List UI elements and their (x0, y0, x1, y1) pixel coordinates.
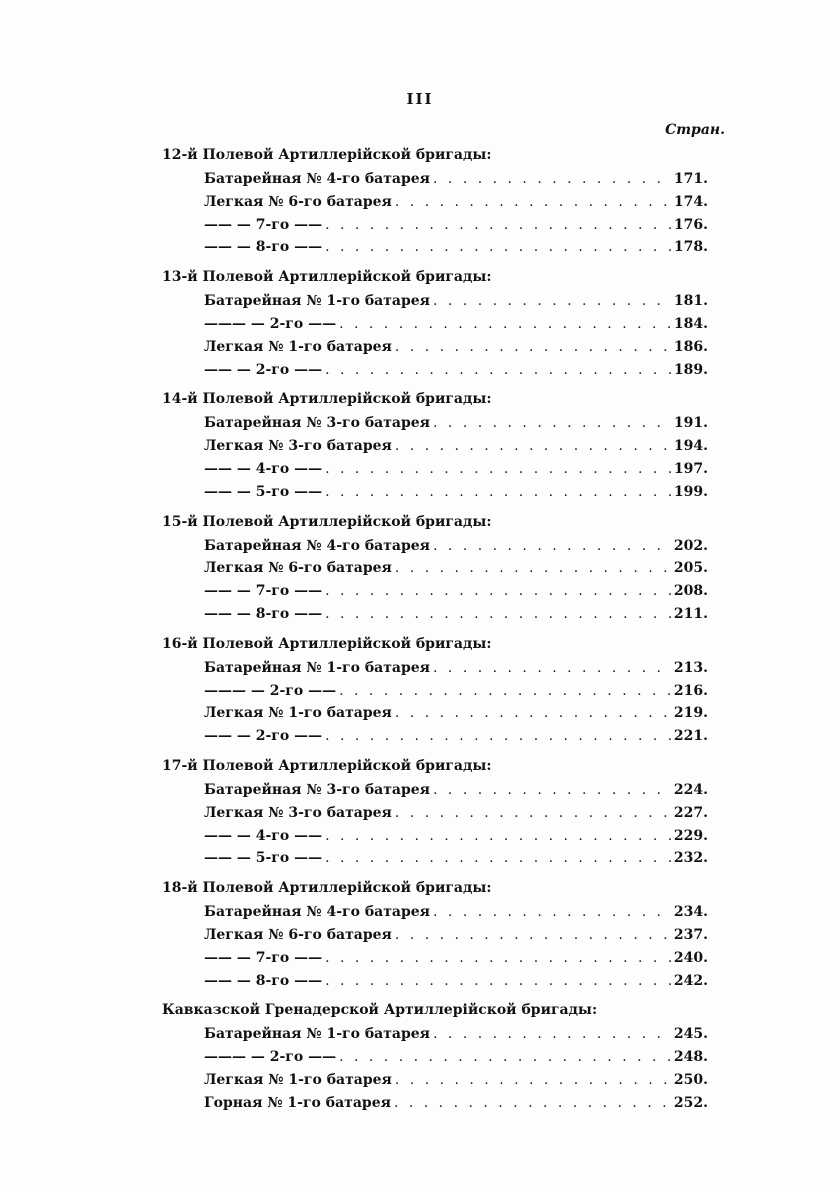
toc-entry (162, 825, 708, 848)
toc-entry (162, 1069, 708, 1092)
entry-page: 237. (673, 926, 708, 943)
entry-label: —— — 5-го —— (204, 850, 323, 867)
toc-entry (162, 847, 708, 870)
entry-page: 191. (673, 415, 708, 432)
entry-label: Легкая № 6-го батарея (204, 926, 392, 943)
entry-label: —— — 4-го —— (204, 460, 323, 477)
entry-page: 184. (673, 315, 708, 332)
toc-entry (162, 557, 708, 580)
entry-page: 174. (673, 193, 708, 210)
dot-leader (395, 557, 671, 580)
toc-section (162, 754, 708, 870)
dot-leader (433, 901, 671, 924)
section-title: 12-й Полевой Артиллерійской бригады: (162, 147, 492, 163)
entry-page: 224. (673, 781, 708, 798)
toc-entry (162, 168, 708, 191)
dot-leader (325, 825, 671, 848)
entry-label: Легкая № 1-го батарея (204, 705, 392, 722)
toc-entry (162, 359, 708, 382)
toc-section (162, 876, 708, 992)
entry-page: 197. (673, 460, 708, 477)
toc-section (162, 998, 708, 1114)
dot-leader (433, 779, 671, 802)
entry-page: 248. (673, 1049, 708, 1066)
entry-label: Батарейная № 4-го батарея (204, 171, 431, 187)
entry-page: 208. (673, 583, 708, 600)
page-column-label: Стран. (665, 122, 725, 138)
dot-leader (433, 290, 671, 313)
entry-label: —— — 2-го —— (204, 728, 323, 745)
dot-leader (325, 458, 671, 481)
dot-leader (339, 313, 671, 336)
entry-label: —— — 2-го —— (204, 361, 323, 378)
entry-label: —— — 7-го —— (204, 583, 323, 600)
entry-page: 219. (673, 705, 708, 722)
entry-page: 216. (673, 682, 708, 699)
dot-leader (433, 412, 671, 435)
section-title: Кавказской Гренадерской Артиллерійской бригады: (162, 1002, 598, 1019)
entry-page: 213. (673, 659, 708, 676)
toc-entry (162, 435, 708, 458)
section-title: 18-й Полевой Артиллерійской бригады: (162, 880, 492, 897)
toc-entry (162, 412, 708, 435)
dot-leader (395, 336, 671, 359)
dot-leader (395, 191, 671, 214)
entry-page: 229. (673, 827, 708, 844)
entry-page: 176. (673, 216, 708, 233)
entry-page: 205. (673, 560, 708, 577)
dot-leader (433, 657, 671, 680)
dot-leader (325, 947, 671, 970)
entry-label: —— — 4-го —— (204, 827, 323, 844)
toc-section (162, 143, 708, 259)
toc-entry (162, 603, 708, 626)
toc-entry (162, 336, 708, 359)
toc-entry (162, 1023, 708, 1046)
entry-page: 240. (673, 949, 708, 966)
entry-page: 250. (673, 1071, 708, 1088)
entry-label: Легкая № 3-го батарея (204, 438, 392, 455)
dot-leader (433, 1023, 671, 1046)
dot-leader (395, 435, 671, 458)
toc-entry (162, 970, 708, 993)
entry-label: Легкая № 3-го батарея (204, 804, 392, 821)
entry-label: Батарейная № 3-го батарея (204, 781, 431, 798)
entry-page: 232. (673, 850, 708, 867)
entry-label: —— — 5-го —— (204, 483, 323, 500)
toc-entry (162, 725, 708, 748)
entry-label: ——— — 2-го —— (204, 315, 337, 332)
entry-label: Легкая № 6-го батарея (204, 193, 392, 210)
dot-leader (325, 214, 671, 237)
entry-label: Легкая № 1-го батарея (204, 338, 392, 355)
table-of-contents (162, 143, 708, 1121)
toc-entry (162, 1092, 708, 1115)
toc-entry (162, 214, 708, 237)
toc-entry (162, 702, 708, 725)
dot-leader (325, 481, 671, 504)
toc-entry (162, 1046, 708, 1069)
entry-page: 186. (673, 338, 708, 355)
toc-entry (162, 313, 708, 336)
section-title: 13-й Полевой Артиллерійской бригады: (162, 269, 492, 286)
entry-label: —— — 8-го —— (204, 972, 323, 989)
entry-label: Батарейная № 1-го батарея (204, 1026, 431, 1043)
dot-leader (339, 680, 671, 703)
entry-page: 242. (673, 972, 708, 989)
dot-leader (325, 236, 671, 259)
entry-page: 189. (673, 361, 708, 378)
entry-label: —— — 7-го —— (204, 216, 323, 233)
dot-leader (395, 802, 671, 825)
entry-page: 178. (673, 239, 708, 256)
toc-entry (162, 779, 708, 802)
page-number: III (406, 90, 434, 108)
dot-leader (325, 603, 671, 626)
toc-section (162, 387, 708, 503)
toc-entry (162, 924, 708, 947)
entry-page: 171. (673, 171, 708, 187)
entry-label: Батарейная № 4-го батарея (204, 537, 431, 554)
section-title: 17-й Полевой Артиллерійской бригады: (162, 757, 492, 774)
entry-page: 221. (673, 728, 708, 745)
toc-section (162, 510, 708, 626)
toc-entry (162, 947, 708, 970)
dot-leader (395, 1069, 671, 1092)
toc-entry (162, 458, 708, 481)
toc-entry (162, 901, 708, 924)
toc-entry (162, 191, 708, 214)
dot-leader (325, 847, 671, 870)
section-title: 16-й Полевой Артиллерійской бригады: (162, 635, 492, 652)
toc-entry (162, 657, 708, 680)
toc-entry (162, 290, 708, 313)
entry-label: —— — 8-го —— (204, 239, 323, 256)
dot-leader (325, 580, 671, 603)
entry-label: Горная № 1-го батарея (204, 1094, 391, 1111)
entry-page: 181. (673, 293, 708, 310)
entry-page: 252. (673, 1094, 708, 1111)
dot-leader (339, 1046, 671, 1069)
entry-page: 227. (673, 804, 708, 821)
entry-page: 234. (673, 904, 708, 921)
toc-section (162, 632, 708, 748)
entry-page: 245. (673, 1026, 708, 1043)
section-title: 14-й Полевой Артиллерійской бригады: (162, 391, 492, 408)
entry-label: —— — 8-го —— (204, 605, 323, 622)
toc-entry (162, 680, 708, 703)
dot-leader (325, 359, 671, 382)
toc-entry (162, 580, 708, 603)
dot-leader (433, 168, 671, 191)
entry-page: 194. (673, 438, 708, 455)
dot-leader (395, 924, 671, 947)
entry-page: 199. (673, 483, 708, 500)
section-title: 15-й Полевой Артиллерійской бригады: (162, 513, 492, 530)
entry-label: ——— — 2-го —— (204, 1049, 337, 1066)
dot-leader (325, 970, 671, 993)
dot-leader (325, 725, 671, 748)
entry-page: 202. (673, 537, 708, 554)
dot-leader (395, 702, 671, 725)
entry-label: Батарейная № 4-го батарея (204, 904, 431, 921)
entry-label: Легкая № 6-го батарея (204, 560, 392, 577)
dot-leader (394, 1092, 671, 1115)
entry-label: Батарейная № 3-го батарея (204, 415, 431, 432)
entry-label: ——— — 2-го —— (204, 682, 337, 699)
toc-entry (162, 236, 708, 259)
entry-label: Батарейная № 1-го батарея (204, 293, 431, 310)
toc-entry (162, 535, 708, 558)
entry-page: 211. (673, 605, 708, 622)
entry-label: Батарейная № 1-го батарея (204, 659, 431, 676)
entry-label: —— — 7-го —— (204, 949, 323, 966)
dot-leader (433, 535, 671, 558)
entry-label: Легкая № 1-го батарея (204, 1071, 392, 1088)
toc-section (162, 265, 708, 381)
toc-entry (162, 481, 708, 504)
toc-entry (162, 802, 708, 825)
